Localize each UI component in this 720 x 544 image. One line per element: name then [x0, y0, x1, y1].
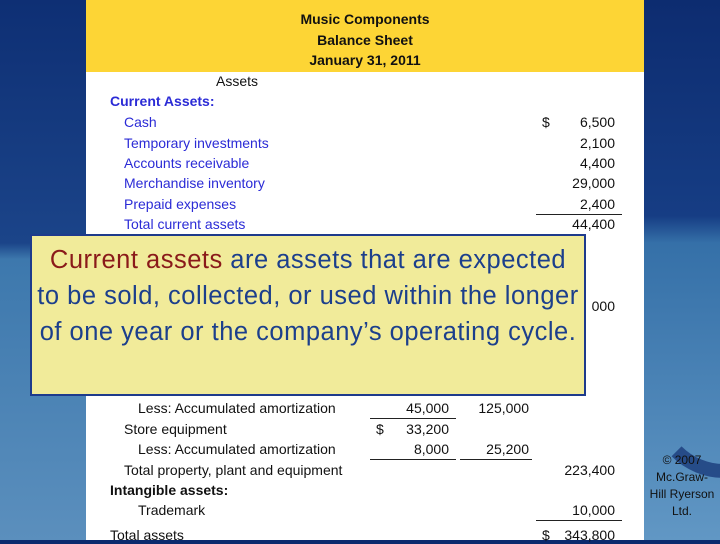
store-net-rule: [460, 459, 532, 460]
total-ppe-label: Total property, plant and equipment: [124, 462, 343, 478]
callout-definition: are assets that are expected to be sold, collected, or used within the longer of one year or the company’s operating cycle.: [37, 246, 579, 346]
inventory-label: Merchandise inventory: [124, 175, 265, 191]
cash-label: Cash: [124, 114, 157, 130]
equipment-amort-amount: 45,000: [406, 400, 449, 416]
store-amort-amount: 8,000: [413, 441, 449, 457]
equipment-net: 125,000: [478, 400, 529, 416]
intangible-heading: Intangible assets:: [110, 482, 229, 498]
prepaid-amount: 2,400: [579, 196, 615, 212]
trademark-label: Trademark: [138, 502, 206, 518]
accounts-receivable-label: Accounts receivable: [124, 155, 250, 171]
total-current-amount: 44,400: [572, 216, 615, 232]
total-assets-currency: $: [542, 527, 550, 543]
copyright-notice: © 2007 Mc.Graw-Hill Ryerson Ltd.: [649, 453, 715, 518]
cash-currency: $: [542, 114, 550, 130]
temp-investments-label: Temporary investments: [124, 135, 269, 151]
assets-heading: Assets: [216, 73, 259, 89]
equipment-rule: [370, 418, 456, 419]
callout-keyword: Current assets: [49, 246, 223, 274]
sheet-header: [86, 0, 644, 72]
store-equipment-label: Store equipment: [124, 421, 227, 437]
subtotal-rule: [536, 214, 622, 215]
statement-title: Balance Sheet: [317, 32, 413, 48]
store-amort-label: Less: Accumulated amortization: [138, 441, 336, 457]
trademark-amount: 10,000: [572, 502, 615, 518]
temp-investments-amount: 2,100: [579, 135, 615, 151]
store-equipment-amount: 33,200: [406, 421, 449, 437]
store-equipment-currency: $: [376, 421, 384, 437]
cash-amount: 6,500: [579, 114, 615, 130]
accounts-receivable-amount: 4,400: [579, 155, 615, 171]
statement-date: January 31, 2011: [309, 52, 421, 68]
store-amort-rule: [370, 459, 456, 460]
store-net: 25,200: [486, 441, 529, 457]
inventory-amount: 29,000: [572, 175, 615, 191]
definition-callout: [30, 234, 586, 396]
company-name: Music Components: [300, 11, 430, 27]
partial-amount: 000: [591, 298, 615, 314]
total-current-label: Total current assets: [124, 216, 246, 232]
equipment-amort-label: Less: Accumulated amortization: [138, 400, 336, 416]
total-assets-label: Total assets: [110, 527, 184, 543]
callout-text: [36, 242, 580, 350]
total-ppe-amount: 223,400: [564, 462, 615, 478]
total-rule: [536, 520, 622, 521]
total-assets-amount: 343,800: [564, 527, 615, 543]
prepaid-label: Prepaid expenses: [124, 196, 237, 212]
current-assets-heading: Current Assets:: [110, 93, 215, 109]
